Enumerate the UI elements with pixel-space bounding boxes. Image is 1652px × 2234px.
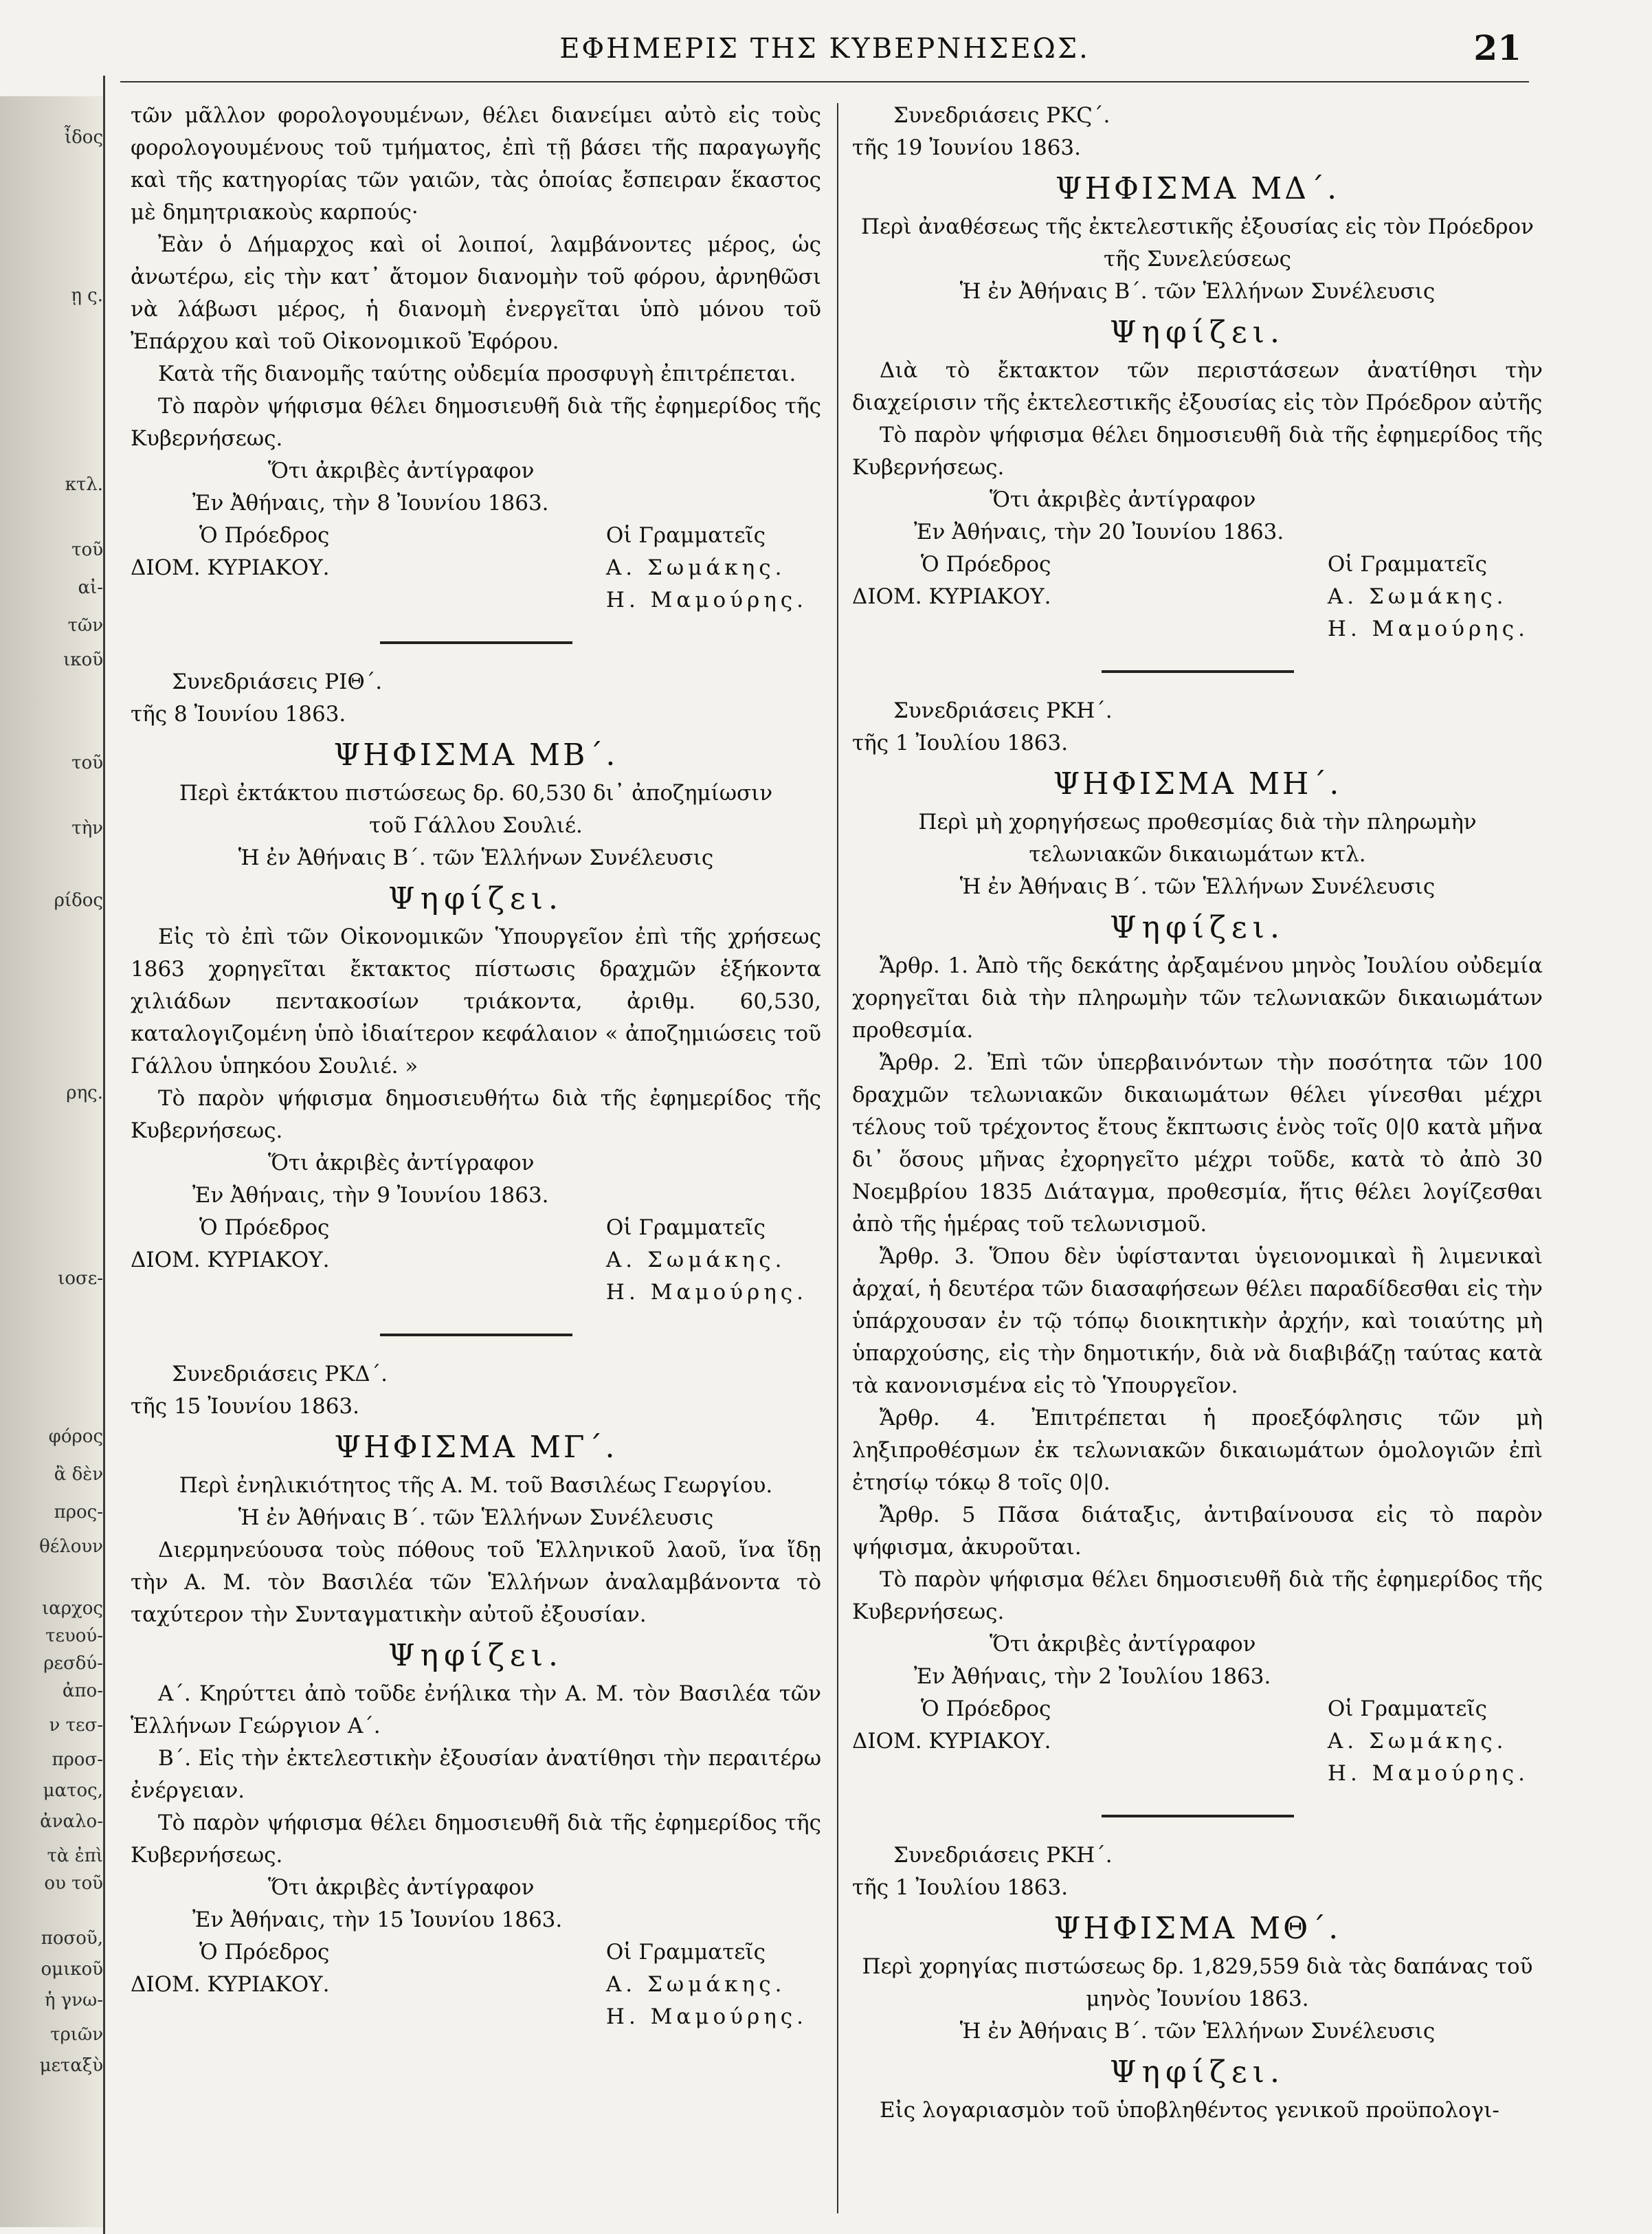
bleed-fragment: ν τεσ-	[49, 1715, 103, 1736]
certified-copy: Ὅτι ἀκριβὲς ἀντίγραφον	[990, 1632, 1256, 1657]
president-label: Ὁ Πρόεδρος	[199, 1940, 330, 1965]
signature-block	[852, 549, 1543, 645]
decrees-label: Ψηφίζει.	[388, 1638, 563, 1673]
president-name: ΔΙΟΜ. ΚΥΡΙΑΚΟΥ.	[852, 584, 1051, 609]
right-column	[852, 100, 1543, 2127]
bleed-fragment: κτλ.	[65, 474, 103, 495]
president-label: Ὁ Πρόεδρος	[921, 552, 1051, 577]
bleed-fragment: μεταξὺ	[39, 2055, 103, 2076]
president-label: Ὁ Πρόεδρος	[199, 523, 330, 548]
decree-subject: Περὶ χορηγίας πιστώσεως δρ. 1,829,559 διὰ τὰς δαπάνας τοῦ μηνὸς Ἰουνίου 1863.	[862, 1954, 1533, 2011]
bleed-fragment: ρης.	[66, 1083, 103, 1103]
secretary-name: Α. Σωμάκης.	[605, 1972, 786, 1997]
bleed-fragment: φόρος	[48, 1426, 103, 1447]
paragraph: Τὸ παρὸν ψήφισμα θέλει δημοσιευθῆ διὰ τῆς ἐφημερίδος τῆς Κυβερνήσεως.	[852, 1567, 1543, 1624]
session-label: Συνεδριάσεις ΡΚΔ΄.	[172, 1362, 388, 1386]
paragraph: Κατὰ τῆς διανομῆς ταύτης οὐδεμία προσφυγὴ ἐπιτρέπεται.	[158, 362, 796, 386]
dateline: Ἐν Ἀθήναις, τὴν 8 Ἰουνίου 1863.	[192, 491, 549, 516]
paragraph: Τὸ παρὸν ψήφισμα θέλει δημοσιευθῆ διὰ τῆς ἐφημερίδος τῆς Κυβερνήσεως.	[131, 394, 821, 451]
secretary-name: Η. Μαμούρης.	[605, 588, 807, 612]
decree-subject: Περὶ ἀναθέσεως τῆς ἐκτελεστικῆς ἐξουσίας εἰς τὸν Πρόεδρον τῆς Συνελεύσεως	[861, 214, 1534, 272]
decree-title: ΨΗΦΙΣΜΑ ΜΒ΄.	[333, 738, 618, 773]
dateline: Ἐν Ἀθήναις, τὴν 2 Ἰουλίου 1863.	[914, 1664, 1271, 1689]
bleed-fragment: τοῦ	[71, 540, 103, 560]
bleed-fragment: ρεσδύ-	[43, 1653, 103, 1674]
secretary-name: Η. Μαμούρης.	[1327, 617, 1529, 641]
secretaries-label: Οἱ Γραμματεῖς	[1327, 1696, 1487, 1721]
bleed-fragment: ἶδος	[64, 127, 103, 148]
session-date: τῆς 15 Ἰουνίου 1863.	[131, 1394, 360, 1419]
bleed-fragment: προσ-	[52, 1749, 103, 1770]
session-label: Συνεδριάσεις ΡΙΘ΄.	[172, 670, 383, 694]
header-rule	[120, 81, 1529, 82]
paragraph: Τὸ παρὸν ψήφισμα θέλει δημοσιευθῆ διὰ τῆς ἐφημερίδος τῆς Κυβερνήσεως.	[131, 1811, 821, 1868]
paragraph: τῶν μᾶλλον φορολογουμένων, θέλει διανείμει αὐτὸ εἰς τοὺς φορολογουμένους τοῦ τμήματος, ἐπὶ τῇ βάσει τῆς παραγωγῆς καὶ τῆς κατηγορίας τῶν γαιῶν, τὰς ὁποίας ἔσπειραν ἕκαστος μὲ δημητριακοὺς καρπούς·	[131, 103, 821, 225]
bleed-fragment: ρίδος	[54, 890, 103, 911]
bleed-fragment: αἰ-	[78, 577, 103, 598]
decree-subject: Περὶ ἐνηλικιότητος τῆς Α. Μ. τοῦ Βασιλέως Γεωργίου.	[179, 1473, 773, 1498]
signature-block	[131, 1212, 821, 1309]
session-date: τῆς 1 Ἰουλίου 1863.	[852, 731, 1069, 755]
bleed-fragment: ιαρχος	[41, 1598, 103, 1619]
bleed-fragment: ομικοῦ	[41, 1959, 103, 1980]
signature-block	[131, 520, 821, 617]
president-name: ΔΙΟΜ. ΚΥΡΙΑΚΟΥ.	[852, 1729, 1051, 1754]
president-name: ΔΙΟΜ. ΚΥΡΙΑΚΟΥ.	[131, 555, 330, 580]
article: Ἄρθρ. 2. Ἐπὶ τῶν ὑπερβαινόντων τὴν ποσότητα τῶν 100 δραχμῶν τελωνιακῶν δικαιωμάτων θέλει γίνεσθαι μέχρι τέλους τοῦ τρέχοντος ἔτους ἔκπτωσις ἑνὸς τοῖς 0|0 κατὰ μῆνα δι᾽ ὅσους μῆνας ἐχορηγεῖτο μέχρι τοῦδε, κατὰ τὸ ἀπὸ 30 Νοεμβρίου 1835 Διάταγμα, προθεσμία, ἥτις θέλει λογίζεσθαι ἀπὸ τῆς ἡμέρας τοῦ τελωνισμοῦ.	[852, 1050, 1543, 1237]
article: Ἄρθρ. 4. Ἐπιτρέπεται ἡ προεξόφλησις τῶν μὴ ληξιπροθέσμων ἐκ τελωνιακῶν δικαιωμάτων ὁμολογιῶν ἐπὶ ἐτησίῳ τόκῳ 8 τοῖς 0|0.	[852, 1406, 1543, 1495]
president-label: Ὁ Πρόεδρος	[921, 1696, 1051, 1721]
paragraph: Διερμηνεύουσα τοὺς πόθους τοῦ Ἑλληνικοῦ λαοῦ, ἵνα ἴδῃ τὴν Α. Μ. τὸν Βασιλέα τῶν Ἑλλήνων ἀναλαμβάνοντα τὸ ταχύτερον τὴν Συνταγματικὴν αὐτοῦ ἐξουσίαν.	[131, 1538, 821, 1627]
paragraph: Τὸ παρὸν ψήφισμα θέλει δημοσιευθῆ διὰ τῆς ἐφημερίδος τῆς Κυβερνήσεως.	[852, 423, 1543, 480]
bleed-fragment: ου τοῦ	[44, 1873, 103, 1894]
decree-title: ΨΗΦΙΣΜΑ ΜΗ΄.	[1053, 766, 1342, 801]
article: Ἄρθρ. 3. Ὅπου δὲν ὑφίστανται ὑγειονομικαὶ ἢ λιμενικαὶ ἀρχαί, ἡ δευτέρα τῶν διασαφήσεων θέλει παραδίδεσθαι εἰς τὴν ὑπάρχουσαν ἐν τῷ τόπῳ διοικητικὴν ἀρχήν, καὶ τοιαύτης μὴ ὑπαρχούσης, εἰς τὴν δημοτικήν, διὰ νὰ διαβιβάζῃ ταύτας κατὰ τὰ κανονισμένα εἰς τὸ Ὑπουργεῖον.	[852, 1244, 1543, 1398]
decrees-label: Ψηφίζει.	[1110, 910, 1285, 945]
dateline: Ἐν Ἀθήναις, τὴν 15 Ἰουνίου 1863.	[192, 1907, 563, 1932]
certified-copy: Ὅτι ἀκριβὲς ἀντίγραφον	[268, 1875, 535, 1900]
bleed-fragment: τευού-	[45, 1626, 103, 1646]
bleed-fragment: προς-	[54, 1502, 103, 1523]
section-separator	[380, 641, 572, 644]
paragraph: Β΄. Εἰς τὴν ἐκτελεστικὴν ἐξουσίαν ἀνατίθησι τὴν περαιτέρω ἐνέργειαν.	[131, 1746, 821, 1803]
certified-copy: Ὅτι ἀκριβὲς ἀντίγραφον	[268, 458, 535, 483]
session-label: Συνεδριάσεις ΡΚΗ΄.	[893, 698, 1113, 723]
dateline: Ἐν Ἀθήναις, τὴν 20 Ἰουνίου 1863.	[914, 520, 1284, 544]
paragraph: Ἐὰν ὁ Δήμαρχος καὶ οἱ λοιποί, λαμβάνοντες μέρος, ὡς ἀνωτέρω, εἰς τὴν κατ᾽ ἄτομον διανομὴν τοῦ φόρου, ἀρνηθῶσι νὰ λάβωσι μέρος, ἡ διανομὴ ἐνεργεῖται ὑπὸ μόνου τοῦ Ἐπάρχου καὶ τοῦ Οἰκονομικοῦ Ἐφόρου.	[131, 232, 821, 354]
president-name: ΔΙΟΜ. ΚΥΡΙΑΚΟΥ.	[131, 1248, 330, 1272]
bleed-fragment: θέλουν	[39, 1536, 103, 1557]
decree-subject: Περὶ ἐκτάκτου πιστώσεως δρ. 60,530 δι᾽ ἀποζημίωσιν τοῦ Γάλλου Σουλιέ.	[179, 781, 773, 838]
secretary-name: Α. Σωμάκης.	[1327, 584, 1508, 609]
decrees-label: Ψηφίζει.	[1110, 315, 1285, 350]
assembly-line: Ἡ ἐν Ἀθήναις Β΄. τῶν Ἑλλήνων Συνέλευσις	[959, 2019, 1436, 2044]
decree-title: ΨΗΦΙΣΜΑ ΜΘ΄.	[1053, 1911, 1341, 1946]
bleed-fragment: ποσοῦ,	[41, 1928, 103, 1949]
bleed-fragment: ιοσε-	[58, 1268, 103, 1289]
secretary-name: Α. Σωμάκης.	[1327, 1729, 1508, 1754]
bleed-fragment: ἡ γνω-	[44, 1990, 103, 2011]
decree-title: ΨΗΦΙΣΜΑ ΜΓ΄.	[334, 1430, 618, 1465]
secretary-name: Α. Σωμάκης.	[605, 555, 786, 580]
bleed-fragment: τὰ ἐπὶ	[47, 1846, 103, 1866]
paragraph: Τὸ παρὸν ψήφισμα δημοσιευθήτω διὰ τῆς ἐφημερίδος τῆς Κυβερνήσεως.	[131, 1086, 821, 1143]
session-label: Συνεδριάσεις ΡΚΗ΄.	[893, 1843, 1113, 1868]
bleed-fragment: τὴν	[71, 818, 103, 839]
running-head: ΕΦΗΜΕΡΙΣ ΤΗΣ ΚΥΒΕΡΝΗΣΕΩΣ.	[559, 33, 1090, 65]
paragraph: Διὰ τὸ ἔκτακτον τῶν περιστάσεων ἀνατίθησι τὴν διαχείρισιν τῆς ἐκτελεστικῆς ἐξουσίας εἰς τὸν Πρόεδρον αὐτῆς	[852, 358, 1543, 415]
decree-subject: Περὶ μὴ χορηγήσεως προθεσμίας διὰ τὴν πληρωμὴν τελωνιακῶν δικαιωμάτων κτλ.	[918, 810, 1477, 867]
assembly-line: Ἡ ἐν Ἀθήναις Β΄. τῶν Ἑλλήνων Συνέλευσις	[238, 1505, 714, 1530]
session-label: Συνεδριάσεις ΡΚϚ΄.	[893, 103, 1110, 128]
secretary-name: Α. Σωμάκης.	[605, 1248, 786, 1272]
decree-title: ΨΗΦΙΣΜΑ ΜΔ΄.	[1055, 171, 1340, 206]
assembly-line: Ἡ ἐν Ἀθήναις Β΄. τῶν Ἑλλήνων Συνέλευσις	[959, 279, 1436, 304]
secretary-name: Η. Μαμούρης.	[1327, 1761, 1529, 1786]
session-date: τῆς 19 Ἰουνίου 1863.	[852, 135, 1082, 160]
left-column	[131, 100, 821, 2033]
assembly-line: Ἡ ἐν Ἀθήναις Β΄. τῶν Ἑλλήνων Συνέλευσις	[238, 845, 714, 870]
secretary-name: Η. Μαμούρης.	[605, 2004, 807, 2029]
section-separator	[1102, 1815, 1294, 1817]
bleed-fragment: τριῶν	[50, 2024, 103, 2045]
column-separator	[837, 103, 838, 2213]
section-separator	[1102, 670, 1294, 673]
signature-block	[131, 1936, 821, 2033]
bleed-fragment: τῶν	[67, 615, 103, 636]
article: Ἄρθρ. 1. Ἀπὸ τῆς δεκάτης ἀρξαμένου μηνὸς Ἰουλίου οὐδεμία χορηγεῖται διὰ τὴν πληρωμὴν τῶν τελωνιακῶν δικαιωμάτων προθεσμία.	[852, 953, 1543, 1043]
bleed-fragment: ἂ δὲν	[54, 1464, 103, 1485]
certified-copy: Ὅτι ἀκριβὲς ἀντίγραφον	[990, 487, 1256, 512]
section-separator	[380, 1334, 572, 1336]
adjacent-page-bleed	[0, 96, 103, 2227]
paragraph: Εἰς τὸ ἐπὶ τῶν Οἰκονομικῶν Ὑπουργεῖον ἐπὶ τῆς χρήσεως 1863 χορηγεῖται ἔκτακτος πίστωσις δραχμῶν ἑξήκοντα χιλιάδων πεντακοσίων τριάκοντα, ἀριθμ. 60,530, καταλογιζομένη ὑπὸ ἰδιαίτερον κεφάλαιον « ἀποζημιώσεις τοῦ Γάλλου ὑπηκόου Σουλιέ. »	[131, 925, 821, 1079]
decrees-label: Ψηφίζει.	[1110, 2055, 1285, 2090]
secretaries-label: Οἱ Γραμματεῖς	[1327, 552, 1487, 577]
president-label: Ὁ Πρόεδρος	[199, 1215, 330, 1240]
secretaries-label: Οἱ Γραμματεῖς	[605, 1215, 766, 1240]
paragraph: Εἰς λογαριασμὸν τοῦ ὑποβληθέντος γενικοῦ προϋπολογι-	[880, 2098, 1499, 2123]
session-date: τῆς 1 Ἰουλίου 1863.	[852, 1875, 1069, 1900]
dateline: Ἐν Ἀθήναις, τὴν 9 Ἰουνίου 1863.	[192, 1183, 549, 1208]
bleed-fragment: τοῦ	[71, 753, 103, 773]
session-date: τῆς 8 Ἰουνίου 1863.	[131, 702, 346, 727]
president-name: ΔΙΟΜ. ΚΥΡΙΑΚΟΥ.	[131, 1972, 330, 1997]
secretaries-label: Οἱ Γραμματεῖς	[605, 1940, 766, 1965]
page-spine	[103, 76, 105, 2234]
assembly-line: Ἡ ἐν Ἀθήναις Β΄. τῶν Ἑλλήνων Συνέλευσις	[959, 874, 1436, 899]
signature-block	[852, 1693, 1543, 1790]
paragraph: Α΄. Κηρύττει ἀπὸ τοῦδε ἐνήλικα τὴν Α. Μ. τὸν Βασιλέα τῶν Ἑλλήνων Γεώργιον Α΄.	[131, 1681, 821, 1738]
decrees-label: Ψηφίζει.	[388, 881, 563, 916]
bleed-fragment: ἀπο-	[62, 1681, 103, 1701]
secretary-name: Η. Μαμούρης.	[605, 1280, 807, 1305]
bleed-fragment: ἀναλο-	[40, 1811, 103, 1832]
page-number: 21	[1473, 27, 1521, 68]
bleed-fragment: ματος,	[43, 1780, 103, 1801]
secretaries-label: Οἱ Γραμματεῖς	[605, 523, 766, 548]
article: Ἄρθρ. 5 Πᾶσα διάταξις, ἀντιβαίνουσα εἰς τὸ παρὸν ψήφισμα, ἀκυροῦται.	[852, 1503, 1543, 1560]
bleed-fragment: ικοῦ	[63, 650, 103, 670]
bleed-fragment: ῃ ς.	[71, 285, 103, 306]
certified-copy: Ὅτι ἀκριβὲς ἀντίγραφον	[268, 1151, 535, 1175]
